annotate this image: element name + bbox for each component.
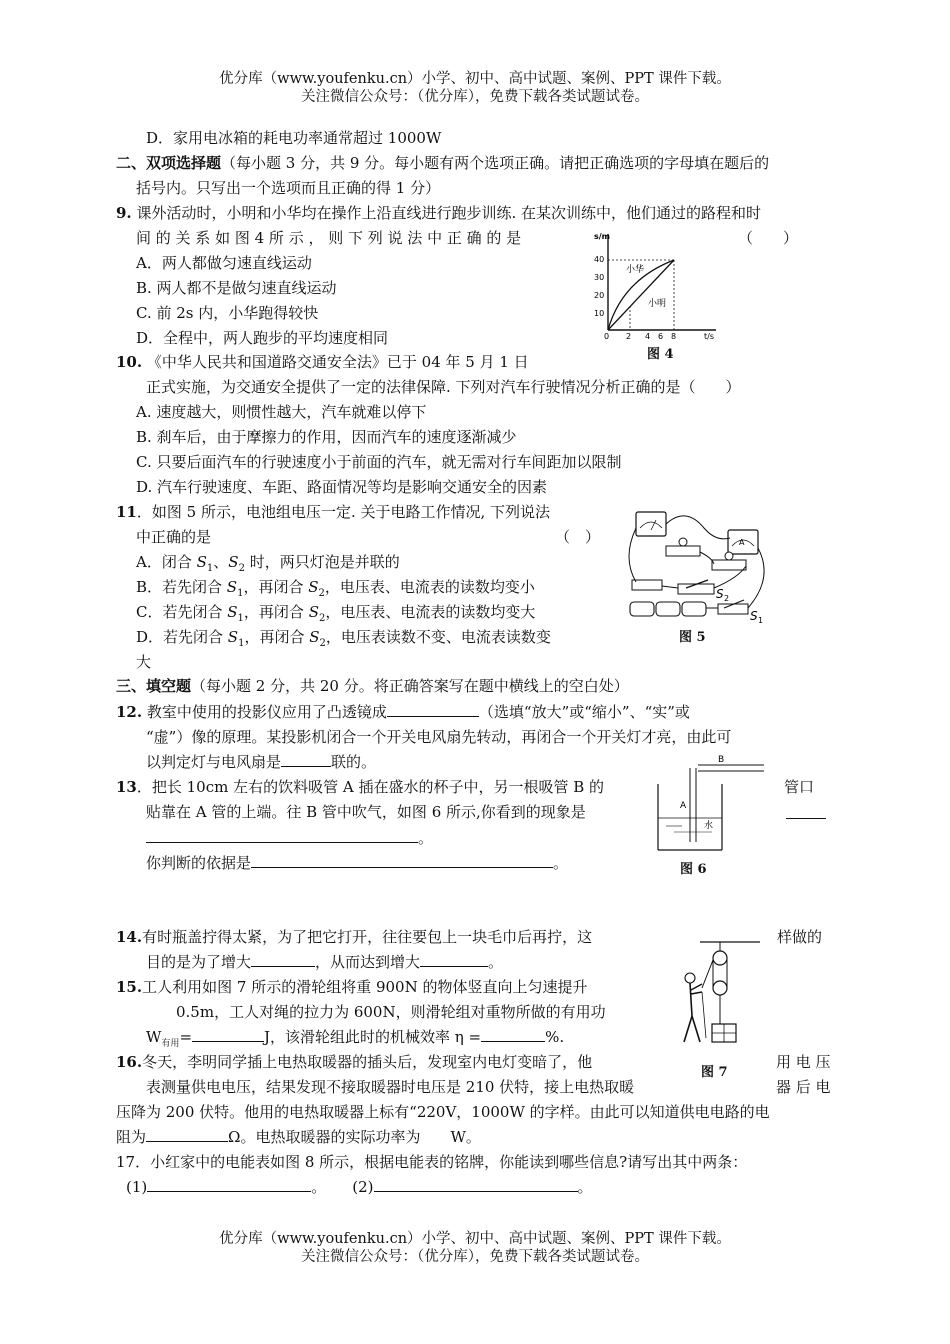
- q15-stem-1: 15.工人利用如图 7 所示的滑轮组将重 900N 的物体竖直向上匀速提升: [116, 978, 588, 996]
- fig5-label-s1-sub: 1: [758, 616, 764, 625]
- q13-stem-2: 贴靠在 A 管的上端。往 B 管中吹气，如图 6 所示,你看到的现象是: [146, 803, 586, 821]
- q12-number: 12.: [116, 703, 143, 721]
- fig4-xtick-6: 6: [658, 332, 664, 341]
- q15-stem-2: 0.5m，工人对绳的拉力为 600N，则滑轮组对重物所做的有用功: [176, 1003, 606, 1021]
- q10-stem: [116, 352, 529, 372]
- q13-stem-1: 13．把长 10cm 左右的饮料吸管 A 插在盛水的杯子中，另一根吸管 B 的: [116, 778, 605, 796]
- footer-line-2: 关注微信公众号：（优分库），免费下载各类试题试卷。: [301, 1249, 649, 1265]
- q11-option-a: A．闭合 $S_1$、$S_2$ 时，两只灯泡是并联的: [136, 553, 400, 574]
- fig5-battery-2: [656, 602, 680, 616]
- fig4-xtick-0: 0: [604, 332, 610, 341]
- q11-stem: [116, 502, 550, 522]
- q11-option-d-cont: 大: [136, 653, 152, 671]
- q16-stem-1-right: 用 电 压: [776, 1053, 831, 1071]
- section-3-heading: [116, 676, 629, 696]
- q13-blank-1[interactable]: [146, 828, 418, 843]
- fig5-battery-1: [630, 602, 654, 616]
- q8-option-d: D．家用电冰箱的耗电功率通常超过 1000W: [146, 129, 442, 147]
- q13-blank-1-row: 。: [146, 828, 433, 848]
- q15-blank-1[interactable]: [192, 1027, 264, 1042]
- fig4-xtick-8: 8: [671, 332, 677, 341]
- q9-option-d: D．全程中，两人跑步的平均速度相同: [136, 329, 389, 347]
- q10-stem-1: 《中华人民共和国道路交通安全法》已于 04 年 5 月 1 日: [146, 353, 529, 371]
- fig6-label-a: A: [680, 801, 687, 811]
- q11-option-d: D．若先闭合 $S_1$，再闭合 $S_2$，电压表读数不变、电流表读数变: [136, 628, 551, 649]
- figure-6-straw-cup: [652, 752, 772, 856]
- fig5-bulb-2: [712, 560, 746, 570]
- fig4-label-xiaoming: 小明: [648, 299, 667, 309]
- fig4-xlabel: t/s: [704, 332, 714, 341]
- fig5-label-s1: S: [750, 609, 758, 623]
- fig4-ytick-30: 30: [594, 273, 605, 282]
- fig7-worker-head: [685, 973, 695, 983]
- q16-number: 16.: [116, 1053, 143, 1071]
- q11-stem-1: ．如图 5 所示，电池组电压一定. 关于电路工作情况, 下列说法: [136, 503, 551, 521]
- figure-7-caption: 图 7: [701, 1065, 728, 1080]
- q16-stem-2-right: 器 后 电: [776, 1078, 831, 1096]
- q16-stem-4: 阻为 Ω。电热取暖器的实际功率为 W。: [116, 1128, 481, 1146]
- q17-blank-1[interactable]: [147, 1177, 311, 1192]
- fig5-switch-s1: [718, 604, 748, 614]
- q16-blank-1[interactable]: [146, 1127, 228, 1142]
- q14-stem-2: 目的是为了增大 ，从而达到增大 。: [146, 953, 504, 971]
- fig7-movable-pulley: [713, 981, 727, 995]
- q13-stem-4: 你判断的依据是 。: [146, 854, 569, 872]
- q10-option-a: A. 速度越大，则惯性越大，汽车就难以停下: [136, 403, 427, 421]
- section-2-heading: [116, 153, 769, 173]
- q9-stem: [116, 203, 761, 223]
- figure-4-graph: [592, 230, 722, 342]
- q15-blank-2[interactable]: [481, 1027, 545, 1042]
- figure-7-pulley: [672, 938, 772, 1056]
- section-2-title: 二、双项选择题: [116, 154, 222, 172]
- fig5-meter-left: [636, 512, 666, 536]
- q11-stem-2: 中正确的是: [136, 528, 212, 546]
- q13-number: 13: [116, 778, 137, 796]
- q9-stem-2: 间 的 关 系 如 图 4 所 示 ， 则 下 列 说 法 中 正 确 的 是: [136, 229, 522, 247]
- fig7-fixed-pulley: [713, 951, 727, 965]
- q9-option-a: A．两人都做匀速直线运动: [136, 254, 312, 272]
- q14-blank-1[interactable]: [251, 952, 315, 967]
- q17-blank-2[interactable]: [374, 1177, 578, 1192]
- section-3-desc: （每小题 2 分，共 20 分。将正确答案写在题中横线上的空白处）: [191, 677, 629, 695]
- fig4-ytick-40: 40: [594, 255, 605, 264]
- q9-option-c: C. 前 2s 内，小华跑得较快: [136, 304, 319, 322]
- fig5-label-s2-sub: 2: [724, 594, 730, 603]
- q13-blank-2[interactable]: [251, 853, 553, 868]
- fig4-ytick-10: 10: [594, 309, 605, 318]
- q12-stem-1: 12. 教室中使用的投影仪应用了凸透镜成 （选填“放大”或“缩小”、“实”或: [116, 703, 690, 721]
- fig4-ylabel: s/m: [594, 232, 611, 241]
- q9-option-b: B. 两人都不是做匀速直线运动: [136, 279, 337, 297]
- fig5-battery-3: [682, 602, 706, 616]
- q15-number: 15.: [116, 978, 143, 996]
- q9-stem-1: 课外活动时，小明和小华均在操作上沿直线进行跑步训练. 在某次训练中，他们通过的路程和时: [136, 204, 761, 222]
- header-line-2: 关注微信公众号：（优分库），免费下载各类试题试卷。: [301, 89, 649, 105]
- q17-answers: (1) 。 (2) 。: [126, 1178, 593, 1196]
- q14-number: 14.: [116, 928, 143, 946]
- header-line-1: 优分库（www.youfenku.cn）小学、初中、高中试题、案例、PPT 课件下载。: [219, 71, 731, 87]
- fig4-ytick-20: 20: [594, 291, 605, 300]
- svg-text:A: A: [739, 538, 745, 547]
- q12-blank-1[interactable]: [387, 702, 479, 717]
- q16-stem-1: 16.冬天，李明同学插上电热取暖器的插头后，发现室内电灯变暗了，他: [116, 1053, 593, 1071]
- q9-answer-paren: （ ）: [738, 229, 799, 247]
- footer-line-1: 优分库（www.youfenku.cn）小学、初中、高中试题、案例、PPT 课件下载。: [219, 1231, 731, 1247]
- q14-blank-2[interactable]: [420, 952, 488, 967]
- fig5-label-s2: S: [716, 587, 724, 601]
- q12-blank-2[interactable]: [281, 752, 331, 767]
- figure-5-caption: 图 5: [679, 630, 706, 645]
- section-3-title: 三、填空题: [116, 677, 192, 695]
- q11-option-b: B．若先闭合 $S_1$，再闭合 $S_2$，电压表、电流表的读数均变小: [136, 578, 535, 599]
- q16-stem-2: 表测量供电电压，结果发现不接取暖器时电压是 210 伏特，接上电热取暖: [146, 1078, 635, 1096]
- fig5-base-left: [632, 580, 662, 590]
- q13-blank-line-right: [786, 818, 826, 819]
- q13-stem-1-right: 管口: [784, 778, 815, 796]
- q12-stem-3: 以判定灯与电风扇是 联的。: [146, 753, 377, 771]
- q12-stem-2: “虚”）像的原理。某投影机闭合一个开关电风扇先转动，再闭合一个开关灯才亮，由此可: [146, 728, 732, 746]
- q9-number: 9.: [116, 204, 132, 222]
- fig4-xtick-2: 2: [626, 332, 632, 341]
- figure-5-circuit: [626, 508, 776, 628]
- fig5-switch-s2: [678, 584, 714, 594]
- q14-stem-1: 14.有时瓶盖拧得太紧，为了把它打开，往往要包上一块毛巾后再拧，这: [116, 928, 593, 946]
- q10-option-b: B. 刹车后，由于摩擦力的作用，因而汽车的速度逐渐减少: [136, 428, 517, 446]
- q10-number: 10.: [116, 353, 143, 371]
- q11-number: 11: [116, 503, 137, 521]
- fig4-xtick-4: 4: [645, 332, 651, 341]
- figure-4-caption: 图 4: [647, 347, 674, 362]
- figure-6-caption: 图 6: [680, 862, 707, 877]
- q16-stem-3: 压降为 200 伏特。他用的电热取暖器上标有“220V，1000W 的字样。由此可以知道供电电路的电: [116, 1103, 770, 1121]
- fig4-label-xiaohua: 小华: [626, 265, 645, 275]
- q11-answer-paren: （ ）: [555, 528, 601, 546]
- fig6-label-b: B: [718, 755, 725, 765]
- q11-option-c: C．若先闭合 $S_1$，再闭合 $S_2$，电压表、电流表的读数均变大: [136, 603, 536, 624]
- q17-stem: 17．小红家中的电能表如图 8 所示，根据电能表的铭牌，你能读到哪些信息?请写出其中两条：: [116, 1153, 748, 1171]
- section-2-desc-2: 括号内。只写出一个选项而且正确的得 1 分）: [136, 179, 441, 197]
- fig6-label-water: 水: [704, 821, 714, 831]
- section-2-desc: （每小题 3 分，共 9 分。每小题有两个选项正确。请把正确选项的字母填在题后的: [221, 154, 770, 172]
- q14-stem-1-right: 样做的: [777, 928, 823, 946]
- q15-stem-3: $W_{有用}= J$，该滑轮组此时的机械效率 η = %.: [146, 1028, 565, 1049]
- q10-stem-2: 正式实施，为交通安全提供了一定的法律保障. 下列对汽车行驶情况分析正确的是（ ）: [146, 378, 741, 396]
- q10-option-d: D. 汽车行驶速度、车距、路面情况等均是影响交通安全的因素: [136, 478, 548, 496]
- q10-option-c: C. 只要后面汽车的行驶速度小于前面的汽车，就无需对行车间距加以限制: [136, 453, 622, 471]
- fig5-bulb-1: [666, 546, 700, 556]
